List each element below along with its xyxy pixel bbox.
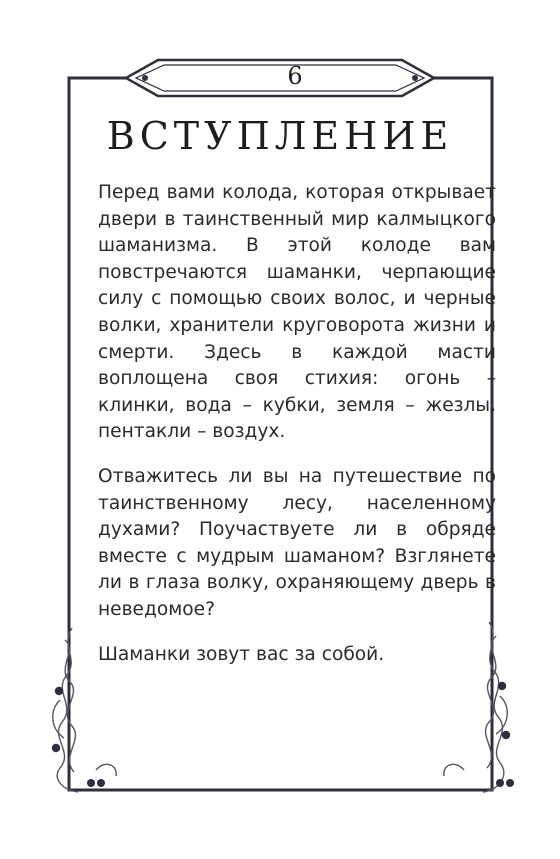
- paragraph: Отважитесь ли вы на путешествие по таинственному лесу, населенному духами? Поучаствуете ли в обряде вместе с мудрым шаманом? Взглянете ли в глаза волку, охраняющему дверь в неведомое?: [98, 465, 496, 620]
- paragraph: Шаманки зовут вас за собой.: [98, 643, 385, 665]
- paragraph: Перед вами колода, которая открывает двери в таинственный мир калмыцкого шаманизма. В этой колоде вам повстречаются шаманки, черпающие силу с помощью своих волос, и черные волки, хранители круговорота жизни и смерти. Здесь в каждой масти воплощена своя стихия: огонь – клинки, вода – кубки, земля – жезлы, пентакли – воздух.: [98, 182, 496, 443]
- ornament-dots-bottom-right: [496, 682, 514, 787]
- body-text: [98, 180, 496, 668]
- page-number: 6: [287, 62, 303, 90]
- chapter-title: ВСТУПЛЕНИЕ: [106, 114, 454, 158]
